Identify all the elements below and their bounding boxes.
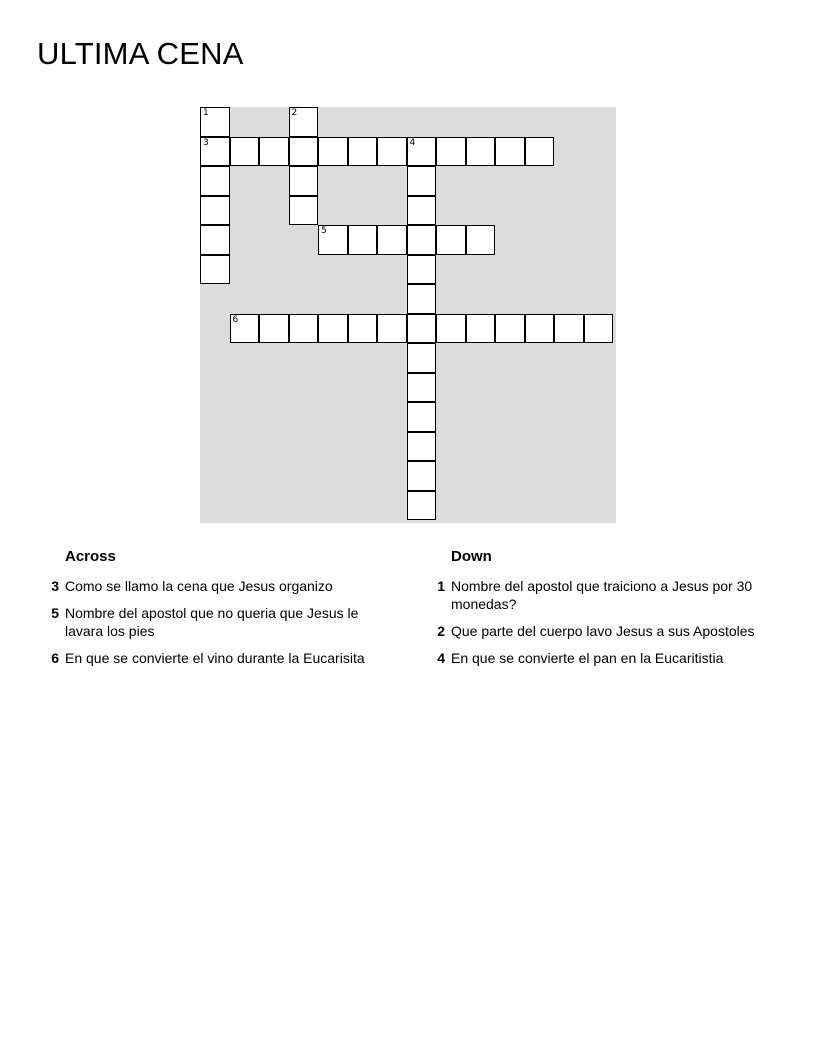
grid-cell[interactable] <box>289 107 319 137</box>
grid-cell[interactable] <box>584 314 614 344</box>
clue-across-6 <box>44 649 384 667</box>
grid-cell[interactable] <box>466 225 496 255</box>
grid-cell[interactable] <box>200 255 230 285</box>
grid-cell[interactable] <box>259 314 289 344</box>
clue-down-1 <box>430 577 780 613</box>
clue-text: Como se llamo la cena que Jesus organizo <box>65 578 333 594</box>
cell-number: 5 <box>321 226 327 236</box>
down-clues <box>430 548 780 676</box>
grid-cell[interactable] <box>436 137 466 167</box>
grid-cell[interactable] <box>525 314 555 344</box>
cell-number: 3 <box>203 137 209 148</box>
cell-number: 2 <box>291 108 298 118</box>
grid-cell[interactable] <box>289 314 319 344</box>
grid-cell[interactable] <box>318 137 348 167</box>
grid-cell[interactable] <box>200 137 230 167</box>
clue-text: Nombre del apostol que traiciono a Jesus por 30 monedas? <box>451 578 753 612</box>
grid-cell[interactable] <box>407 284 437 314</box>
down-heading: Down <box>451 548 492 565</box>
grid-cell[interactable] <box>466 137 496 167</box>
page-title: ULTIMA CENA <box>37 36 244 71</box>
clue-text: En que se convierte el vino durante la Eucarisita <box>65 650 365 666</box>
grid-cell[interactable] <box>407 196 437 226</box>
grid-cell[interactable] <box>407 373 437 403</box>
clue-down-4 <box>430 649 780 667</box>
clue-across-3 <box>44 577 384 595</box>
clue-number: 3 <box>51 578 59 594</box>
grid-cell[interactable] <box>348 314 378 344</box>
grid-cell[interactable] <box>436 225 466 255</box>
clue-number: 2 <box>437 623 445 639</box>
grid-cell[interactable] <box>436 314 466 344</box>
grid-cell[interactable] <box>200 196 230 226</box>
grid-cell[interactable] <box>230 314 260 344</box>
clue-text: Que parte del cuerpo lavo Jesus a sus Apostoles <box>451 623 755 639</box>
grid-cell[interactable] <box>377 225 407 255</box>
grid-cell[interactable] <box>407 432 437 462</box>
grid-cell[interactable] <box>377 137 407 167</box>
clue-text: En que se convierte el pan en la Eucaritistia <box>451 650 724 666</box>
grid-cell[interactable] <box>495 314 525 344</box>
grid-cell[interactable] <box>348 137 378 167</box>
grid-cell[interactable] <box>407 166 437 196</box>
clue-number: 5 <box>51 605 59 621</box>
clue-down-2 <box>430 622 780 640</box>
grid-cell[interactable] <box>407 255 437 285</box>
clue-text: Nombre del apostol que no queria que Jesus le lavara los pies <box>65 605 359 639</box>
grid-cell[interactable] <box>466 314 496 344</box>
clue-across-5 <box>44 604 384 640</box>
grid-cell[interactable] <box>230 137 260 167</box>
cell-number: 4 <box>409 137 416 148</box>
grid-cell[interactable] <box>259 137 289 167</box>
clue-number: 4 <box>437 650 445 666</box>
grid-cell[interactable] <box>407 343 437 373</box>
clue-number: 6 <box>51 650 59 666</box>
grid-cell[interactable] <box>495 137 525 167</box>
grid-cell[interactable] <box>407 491 437 521</box>
grid-cell[interactable] <box>318 314 348 344</box>
grid-cell[interactable] <box>407 314 437 344</box>
grid-cell[interactable] <box>289 196 319 226</box>
grid-cell[interactable] <box>289 137 319 167</box>
grid-cell[interactable] <box>289 166 319 196</box>
across-clues <box>44 548 384 676</box>
grid-cell[interactable] <box>200 107 230 137</box>
cell-number: 6 <box>232 314 239 325</box>
clue-number: 1 <box>437 578 445 594</box>
grid-cell[interactable] <box>407 137 437 167</box>
grid-cell[interactable] <box>348 225 378 255</box>
grid-cell[interactable] <box>318 225 348 255</box>
grid-cell[interactable] <box>377 314 407 344</box>
grid-cell[interactable] <box>407 461 437 491</box>
grid-cell[interactable] <box>554 314 584 344</box>
across-heading: Across <box>65 548 116 565</box>
grid-cell[interactable] <box>200 166 230 196</box>
grid-cell[interactable] <box>407 225 437 255</box>
grid-cell[interactable] <box>200 225 230 255</box>
crossword-grid <box>200 107 616 523</box>
grid-cell[interactable] <box>525 137 555 167</box>
grid-cell[interactable] <box>407 402 437 432</box>
cell-number: 1 <box>203 108 209 118</box>
